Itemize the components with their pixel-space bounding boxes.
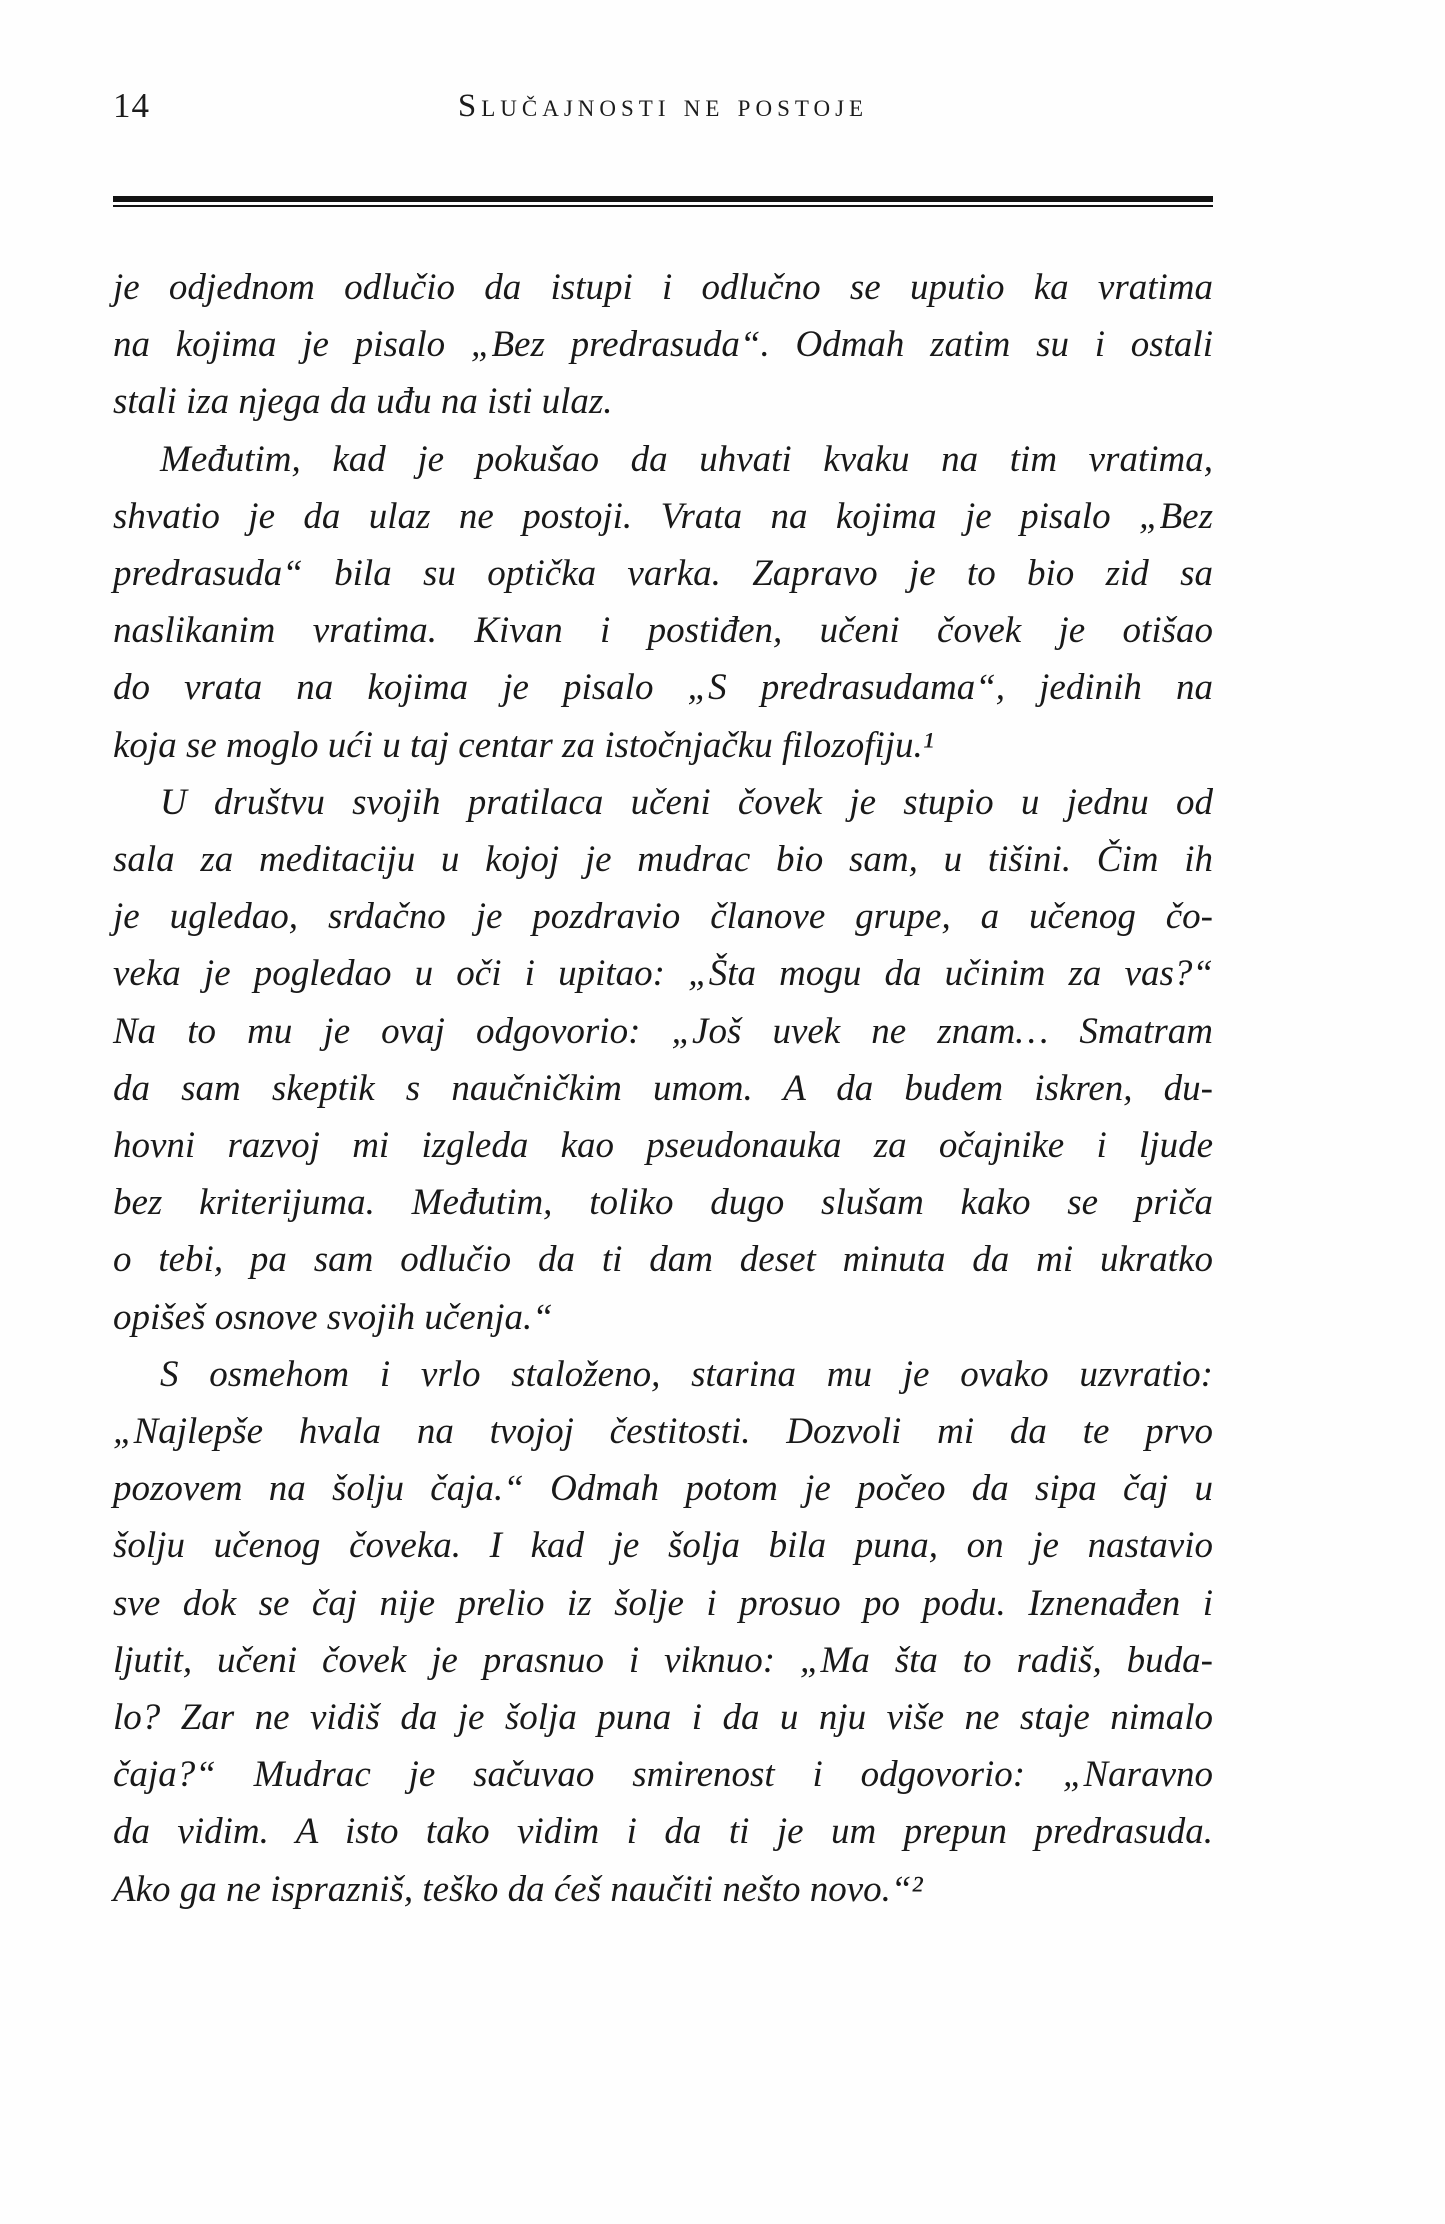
- paragraph: [113, 431, 1213, 774]
- text-line: bez kriterijuma. Međutim, toliko dugo slušam kako se priča: [113, 1182, 1213, 1224]
- body-text: [113, 259, 1213, 1918]
- text-line: koja se moglo ući u taj centar za istočnjačku filozofiju.¹: [113, 724, 934, 766]
- text-line: hovni razvoj mi izgleda kao pseudonauka za očajnike i ljude: [113, 1125, 1213, 1167]
- text-line: naslikanim vratima. Kivan i postiđen, učeni čovek je otišao: [113, 610, 1213, 652]
- text-line: sve dok se čaj nije prelio iz šolje i prosuo po podu. Iznenađen i: [113, 1582, 1213, 1624]
- paragraph: [113, 1346, 1213, 1918]
- text-line: stali iza njega da uđu na isti ulaz.: [113, 381, 613, 423]
- text-line: lo? Zar ne vidiš da je šolja puna i da u nju više ne staje nimalo: [113, 1697, 1213, 1739]
- text-line: „Najlepše hvala na tvojoj čestitosti. Dozvoli mi da te prvo: [113, 1411, 1213, 1453]
- text-line: Na to mu je ovaj odgovorio: „Još uvek ne znam… Smatram: [113, 1010, 1213, 1052]
- running-title: Slučajnosti ne postoje: [457, 88, 869, 124]
- paragraph: [113, 774, 1213, 1346]
- text-line: na kojima je pisalo „Bez predrasuda“. Odmah zatim su i ostali: [113, 324, 1213, 366]
- text-line: shvatio je da ulaz ne postoji. Vrata na kojima je pisalo „Bez: [113, 495, 1213, 537]
- header-rule: [113, 196, 1213, 207]
- text-line: je ugledao, srdačno je pozdravio članove grupe, a učenog čo-: [113, 896, 1213, 938]
- text-line: da vidim. A isto tako vidim i da ti je um prepun predrasuda.: [113, 1811, 1213, 1853]
- text-line: sala za meditaciju u kojoj je mudrac bio sam, u tišini. Čim ih: [113, 839, 1213, 881]
- page-number: 14: [113, 86, 150, 125]
- text-line: U društvu svojih pratilaca učeni čovek je stupio u jednu od: [160, 781, 1213, 823]
- text-line: o tebi, pa sam odlučio da ti dam deset minuta da mi ukratko: [113, 1239, 1213, 1281]
- text-line: veka je pogledao u oči i upitao: „Šta mogu da učinim za vas?“: [113, 953, 1213, 995]
- text-line: pozovem na šolju čaja.“ Odmah potom je počeo da sipa čaj u: [113, 1468, 1213, 1510]
- text-line: opišeš osnove svojih učenja.“: [113, 1296, 553, 1338]
- text-line: šolju učenog čoveka. I kad je šolja bila puna, on je nastavio: [113, 1525, 1213, 1567]
- text-line: S osmehom i vrlo staloženo, starina mu je ovako uzvratio:: [160, 1353, 1213, 1395]
- text-line: je odjednom odlučio da istupi i odlučno se uputio ka vratima: [113, 267, 1213, 308]
- page-header: [113, 86, 1213, 132]
- text-line: predrasuda“ bila su optička varka. Zapravo je to bio zid sa: [113, 553, 1213, 595]
- text-line: Ako ga ne isprazniš, teško da ćeš naučiti nešto novo.“²: [113, 1868, 923, 1910]
- text-line: ljutit, učeni čovek je prasnuo i viknuo: „Ma šta to radiš, buda-: [113, 1639, 1213, 1681]
- text-line: do vrata na kojima je pisalo „S predrasudama“, jedinih na: [113, 667, 1213, 709]
- text-line: da sam skeptik s naučničkim umom. A da budem iskren, du-: [113, 1067, 1213, 1109]
- paragraph: [113, 259, 1213, 431]
- text-line: čaja?“ Mudrac je sačuvao smirenost i odgovorio: „Naravno: [113, 1754, 1213, 1796]
- text-line: Međutim, kad je pokušao da uhvati kvaku na tim vratima,: [160, 438, 1213, 480]
